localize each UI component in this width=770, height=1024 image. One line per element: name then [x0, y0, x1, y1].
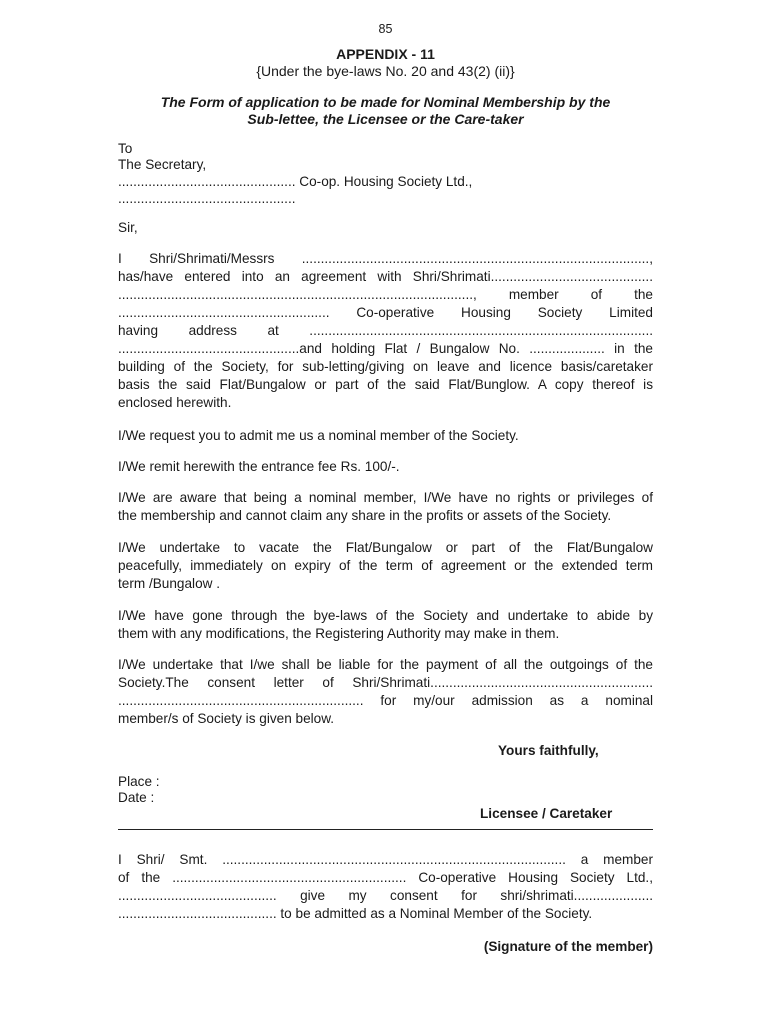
consent-line: of the .............................................................. Co-operative Housing Society Ltd., — [118, 870, 653, 885]
para4-line: I/We are aware that being a nominal member, I/We have no rights or privileges of — [118, 490, 653, 505]
para1-line: having address at ........................................................................................... — [118, 323, 653, 338]
para7-line: member/s of Society is given below. — [118, 711, 335, 726]
para6-line: I/We have gone through the bye-laws of the Society and undertake to abide by — [118, 608, 653, 623]
member-signature: (Signature of the member) — [483, 939, 653, 954]
para2: I/We request you to admit me us a nominal member of the Society. — [118, 428, 519, 443]
byelaws-reference: {Under the bye-laws No. 20 and 43(2) (ii)} — [256, 63, 515, 79]
signatory-label: Licensee / Caretaker — [480, 806, 613, 821]
consent-line: .......................................... to be admitted as a Nominal Member of the Society. — [118, 906, 593, 921]
closing: Yours faithfully, — [498, 743, 599, 758]
date-label: Date : — [118, 790, 155, 805]
consent-line: I Shri/ Smt. ........................................................................................... a member — [118, 852, 653, 867]
para1-line: enclosed herewith. — [118, 395, 232, 410]
address-secretary: The Secretary, — [118, 157, 207, 172]
para7-line: Society.The consent letter of Shri/Shrimati........................................................... — [118, 675, 653, 690]
address-society-line: ............................................... Co-op. Housing Society Ltd., — [118, 174, 473, 189]
form-title — [118, 94, 653, 128]
para3: I/We remit herewith the entrance fee Rs. 100/-. — [118, 459, 400, 474]
para1-line: building of the Society, for sub-letting/giving on leave and licence basis/caretaker — [118, 359, 653, 374]
para1-line: ........................................................ Co-operative Housing Society Limited — [118, 305, 653, 320]
place-label: Place : — [118, 774, 160, 789]
para5-line: peacefully, immediately on expiry of the term of agreement or the extended term — [118, 558, 653, 573]
para1-line: basis the said Flat/Bungalow or part of the said Flat/Bunglow. A copy thereof is — [118, 377, 653, 392]
para1-line: has/have entered into an agreement with Shri/Shrimati........................................... — [118, 269, 653, 284]
para7-line: ................................................................. for my/our admission as a nominal — [118, 693, 653, 708]
para7-line: I/We undertake that I/we shall be liable for the payment of all the outgoings of the — [118, 657, 653, 672]
para1-line: .............................................................................................., member of the — [118, 287, 653, 302]
appendix-heading: APPENDIX - 11 — [336, 46, 435, 62]
para1-line: ................................................and holding Flat / Bungalow No. .................... in the — [118, 341, 653, 356]
para5-line: I/We undertake to vacate the Flat/Bungalow or part of the Flat/Bungalow — [118, 540, 653, 555]
divider — [118, 829, 653, 830]
page-number: 85 — [378, 22, 393, 36]
para6-line: them with any modifications, the Registering Authority may make in them. — [118, 626, 560, 641]
para1-line: I Shri/Shrimati/Messrs ............................................................................................, — [118, 251, 653, 266]
consent-line: .......................................... give my consent for shri/shrimati..................... — [118, 888, 653, 903]
form-title-line-2: Sub-lettee, the Licensee or the Care-taker — [247, 111, 524, 127]
salutation: Sir, — [118, 220, 138, 235]
address-to: To — [118, 141, 133, 156]
form-title-line-1: The Form of application to be made for Nominal Membership by the — [160, 94, 611, 110]
para4-line: the membership and cannot claim any share in the profits or assets of the Society. — [118, 508, 612, 523]
para5-line: term /Bungalow . — [118, 576, 220, 591]
address-blank-line: ............................................... — [118, 191, 296, 206]
